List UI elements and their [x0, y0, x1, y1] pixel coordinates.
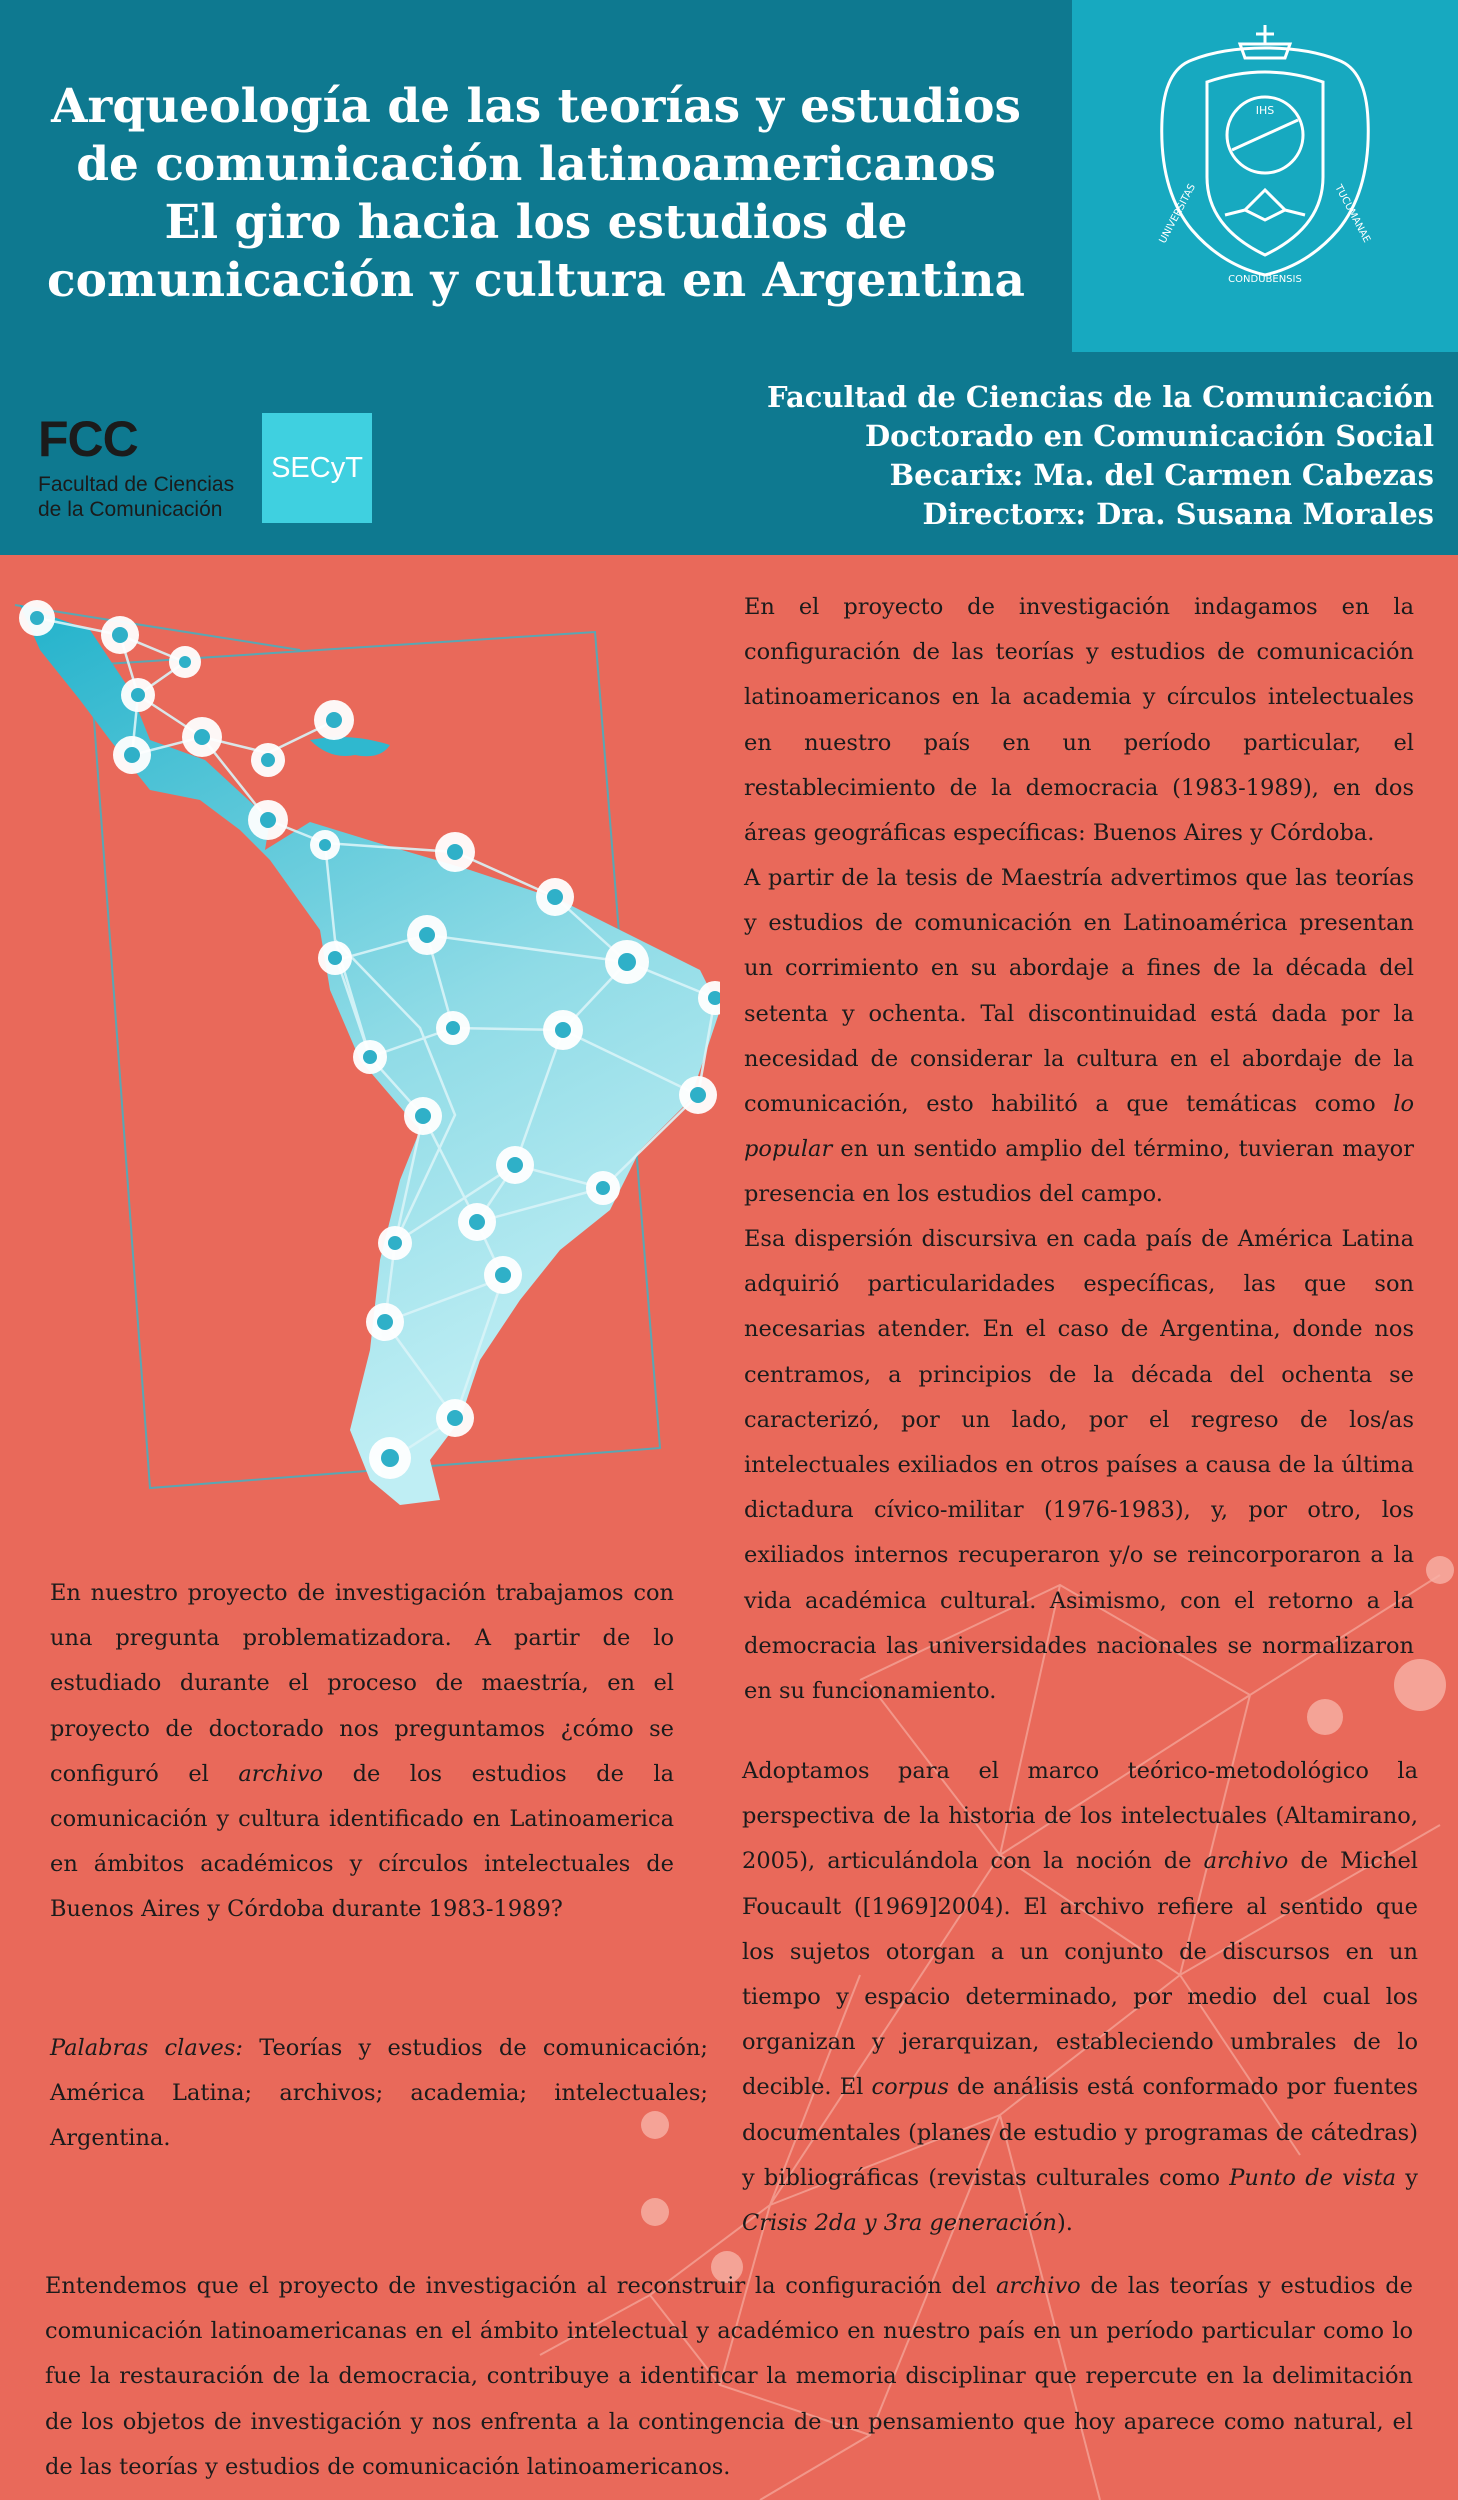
- keywords: [50, 2026, 708, 2162]
- fcc-logo: [38, 411, 235, 522]
- method-text-b: de Michel Foucault ([1969]2004). El archivo refiere al sentido que los sujetos otorgan a un conjunto de discursos en un tiempo y espacio determinado, por medio del cual los organizan y jerarquizan, estableciendo umbrales de lo decible. El: [742, 1848, 1418, 2101]
- info-becarix: Becarix: Ma. del Carmen Cabezas: [889, 458, 1434, 492]
- method-emphasis-punto-de-vista: Punto de vista: [1229, 2164, 1397, 2191]
- seal-text-ihs: IHS: [1255, 104, 1275, 117]
- title-line: de comunicación latinoamericanos: [76, 137, 996, 192]
- fcc-line-2: de la Comunicación: [38, 498, 223, 521]
- intro-paragraph-3: [744, 1217, 1414, 1714]
- seal-text-tucumanae: TUCUMANAE: [1332, 183, 1373, 245]
- conclusion-text-b: de las teorías y estudios de comunicación latinoamericanas en el ámbito intelectual y académico en nuestro país en un período particular como lo fue la restauración de la democracia, contribuye a identificar la memoria disciplinar que repercute en la delimitación de los objetos de investigación y nos enfrenta a la contingencia de un pensamiento que hoy aparece como natural, el de las teorías y estudios de comunicación latinoamericanos.: [45, 2273, 1413, 2480]
- fcc-line-1: Facultad de Ciencias: [38, 473, 235, 496]
- poster-title: [18, 78, 1054, 310]
- fcc-acronym: FCC: [38, 411, 138, 467]
- keywords-label: Palabras claves:: [50, 2035, 243, 2061]
- intro-text-2b: en un sentido amplio del término, tuvieran mayor presencia en los estudios del campo.: [744, 1136, 1414, 1208]
- intro-paragraph-1: [744, 585, 1414, 856]
- intro-emphasis-lo-popular: lo popular: [744, 1091, 1414, 1163]
- seal-panel: [1072, 0, 1458, 352]
- info-faculty: Facultad de Ciencias de la Comunicación: [766, 380, 1434, 414]
- seal-text-condubensis: CONDUBENSIS: [1228, 274, 1302, 285]
- title-line: comunicación y cultura en Argentina: [47, 253, 1025, 308]
- keywords-text: Teorías y estudios de comunicación; América Latina; archivos; academia; intelectuales; Argentina.: [50, 2035, 709, 2152]
- method-text-d: y: [1396, 2164, 1418, 2191]
- intro-text-3: Esa dispersión discursiva en cada país de América Latina adquirió particularidades específicas, las que son necesarias atender. En el caso de Argentina, donde nos centramos, a principios de la década del ochenta se caracterizó, por un lado, por el regreso de los/as intelectuales exiliados en otros países a causa de la última dictadura cívico-militar (1976-1983), y, por otro, los exiliados internos recuperaron y/o se reincorporaron a la vida académica cultural. Asimismo, con el retorno a la democracia las universidades nacionales se normalizaron en su funcionamiento.: [744, 1226, 1414, 1705]
- method-emphasis-crisis: Crisis 2da y 3ra generación: [742, 2210, 1057, 2237]
- latin-america-map: [0, 580, 720, 1520]
- info-directorx: Directorx: Dra. Susana Morales: [922, 497, 1434, 531]
- intro-paragraph-2: [744, 856, 1414, 1218]
- method-text-a: Adoptamos para el marco teórico-metodológico la perspectiva de la historia de los intelectuales (Altamirano, 2005), articulándola con la noción de: [742, 1758, 1418, 1875]
- question-text-a: En nuestro proyecto de investigación trabajamos con una pregunta problematizadora. A partir de lo estudiado durante el proceso de maestría, en el proyecto de doctorado nos preguntamos ¿cómo se configuró el: [50, 1580, 674, 1787]
- title-line: Arqueología de las teorías y estudios: [51, 79, 1021, 134]
- title-line: El giro hacia los estudios de: [164, 195, 908, 250]
- method-emphasis-archivo: archivo: [1203, 1848, 1289, 1875]
- university-seal-icon: [1072, 0, 1458, 352]
- author-info: [767, 378, 1434, 534]
- method-emphasis-corpus: corpus: [871, 2074, 949, 2101]
- method-text-c: de análisis está conformado por fuentes documentales (planes de estudio y programas de cátedras) y bibliográficas (revistas culturales como: [742, 2074, 1418, 2191]
- intro-text-2a: A partir de la tesis de Maestría advertimos que las teorías y estudios de comunicación en Latinoamérica presentan un corrimiento en su abordaje a fines de la década del setenta y ochenta. Tal discontinuidad está dada por la necesidad de considerar la cultura en el abordaje de la comunicación, esto habilitó a que temáticas como: [744, 865, 1414, 1118]
- conclusion-text-a: Entendemos que el proyecto de investigación al reconstruir la configuración del: [45, 2273, 997, 2299]
- secyt-logo: SECyT: [262, 413, 372, 523]
- method-text-e: ).: [1056, 2210, 1073, 2237]
- question-text-b: de los estudios de la comunicación y cultura identificado en Latinoamerica en ámbitos académicos y círculos intelectuales de Buenos Aires y Córdoba durante 1983-1989?: [50, 1760, 674, 1923]
- research-question: [50, 1571, 674, 1933]
- conclusion-paragraph: [45, 2264, 1413, 2490]
- info-program: Doctorado en Comunicación Social: [864, 419, 1434, 453]
- question-emphasis-archivo: archivo: [238, 1760, 324, 1787]
- conclusion-emphasis-archivo: archivo: [996, 2273, 1081, 2299]
- seal-text-universitas: UNIVERSITAS: [1157, 182, 1199, 246]
- method-paragraph: [742, 1749, 1418, 2246]
- intro-text-1: En el proyecto de investigación indagamos en la configuración de las teorías y estudios de comunicación latinoamericanos en la academia y círculos intelectuales en nuestro país en un período particular, el restablecimiento de la democracia (1983-1989), en dos áreas geográficas específicas: Buenos Aires y Córdoba.: [744, 594, 1414, 847]
